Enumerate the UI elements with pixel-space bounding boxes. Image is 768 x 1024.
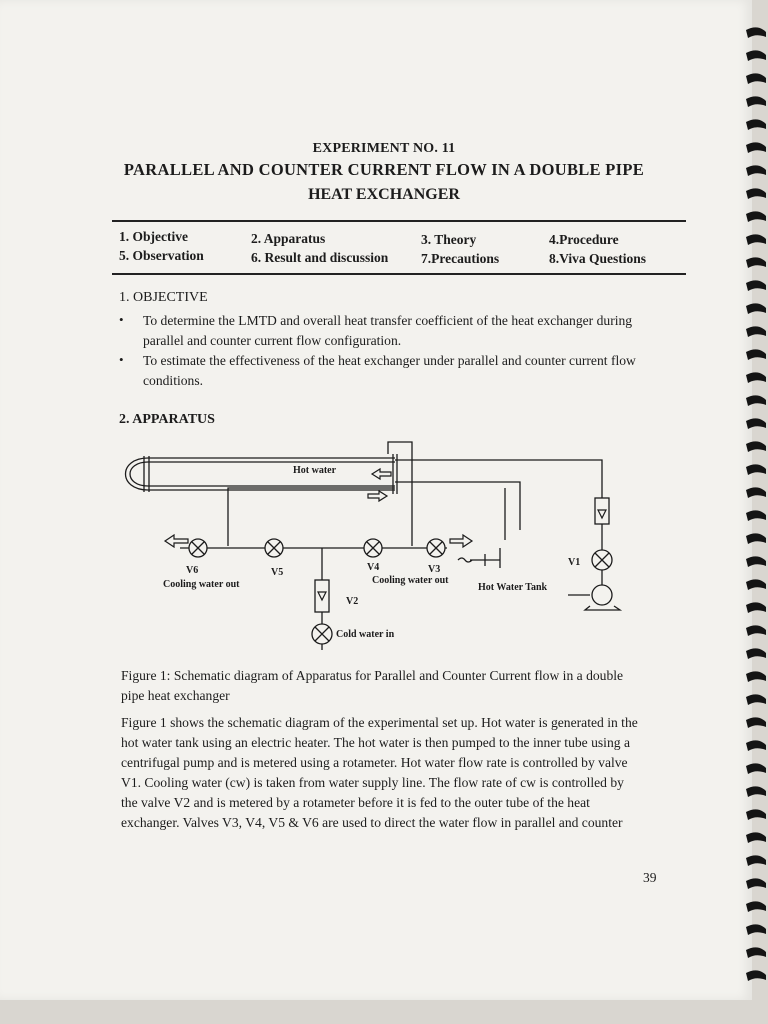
spiral-loop [746,50,766,61]
spiral-loop [746,602,766,613]
spiral-loop [746,786,766,797]
toc-item-objective: 1. Objective [119,229,188,244]
label-v5: V5 [271,567,284,578]
spiral-loop [746,832,766,843]
objective-2-line-1: To estimate the effectiveness of the heat exchanger under parallel and counter current flow [143,353,636,368]
spiral-loop [746,280,766,291]
valve-v1 [592,550,612,570]
spiral-loop [746,73,766,84]
spiral-loop [746,234,766,245]
spiral-loop [746,579,766,590]
toc-top-rule [112,220,686,222]
label-v4: V4 [367,562,380,573]
paragraph-line-1: Figure 1 shows the schematic diagram of the experimental set up. Hot water is generated in the [121,715,638,730]
spiral-loop [746,625,766,636]
arrow-return [368,491,387,501]
spiral-loop [746,395,766,406]
spiral-loop [746,717,766,728]
spiral-loop [746,878,766,889]
valve-v6 [189,539,207,557]
spiral-loop [746,556,766,567]
spiral-loop [746,142,766,153]
label-hot-water-tank: Hot Water Tank [478,582,548,593]
paragraph-line-4: V1. Cooling water (cw) is taken from water supply line. The flow rate of cw is controlled by [121,775,624,790]
spiral-loop [746,418,766,429]
toc-item-observation: 5. Observation [119,248,204,263]
spiral-loop [746,257,766,268]
spiral-loop [746,464,766,475]
spiral-loop [746,211,766,222]
objective-1-line-1: To determine the LMTD and overall heat transfer coefficient of the heat exchanger during [143,313,633,328]
label-hot-water: Hot water [293,465,337,476]
toc-bottom-rule [112,273,686,275]
bullet-2: • [119,352,124,367]
spiral-loop [746,901,766,912]
label-v6: V6 [186,565,199,576]
valve-v3 [427,539,445,557]
spiral-loop [746,165,766,176]
spiral-loop [746,533,766,544]
spiral-loop [746,188,766,199]
spiral-loop [746,740,766,751]
spiral-loop [746,326,766,337]
pump [592,585,612,605]
toc-item-apparatus: 2. Apparatus [251,231,326,246]
toc-item-theory: 3. Theory [421,232,477,247]
spiral-loop [746,671,766,682]
spiral-loop [746,303,766,314]
outer-tube [148,458,395,490]
toc-item-precautions: 7.Precautions [421,251,500,266]
spiral-loop [746,441,766,452]
spiral-loop [746,970,766,981]
spiral-loop [746,510,766,521]
spiral-loop [746,763,766,774]
label-v3: V3 [428,564,441,575]
heater [470,548,500,568]
arrow-outlet-right [450,535,472,547]
spiral-loop [746,119,766,130]
spiral-loop [746,694,766,705]
spiral-loop [746,372,766,383]
valve-v4 [364,539,382,557]
spiral-loop [746,96,766,107]
toc-item-result: 6. Result and discussion [251,250,389,265]
spiral-binding [744,20,768,1000]
paragraph-line-6: exchanger. Valves V3, V4, V5 & V6 are used to direct the water flow in parallel and counter [121,815,623,830]
objective-1-line-2: parallel and counter current flow configuration. [143,333,402,348]
spiral-loop [746,349,766,360]
label-v2: V2 [346,596,359,607]
paragraph-line-5: the valve V2 and is metered by a rotameter before it is fed to the outer tube of the heat [121,795,590,810]
spiral-loop [746,947,766,958]
objective-heading: 1. OBJECTIVE [119,290,208,305]
spiral-loop [746,855,766,866]
label-v1: V1 [568,557,581,568]
valve-v5 [265,539,283,557]
toc-item-procedure: 4.Procedure [549,232,619,247]
apparatus-schematic [0,430,700,650]
label-cooling-out-left: Cooling water out [163,579,240,590]
paragraph-line-2: hot water tank using an electric heater. The hot water is then pumped to the inner tube using a [121,735,630,750]
label-cooling-out-mid: Cooling water out [372,575,449,586]
toc-item-viva: 8.Viva Questions [549,251,647,266]
arrow-outlet-left [165,535,188,547]
spiral-loop [746,487,766,498]
figure-caption-line-1: Figure 1: Schematic diagram of Apparatus for Parallel and Counter Current flow in a double [121,668,624,683]
label-cold-water-in: Cold water in [336,629,395,640]
page-number: 39 [643,870,657,885]
apparatus-heading: 2. APPARATUS [119,412,215,427]
paragraph-line-3: centrifugal pump and is metered using a rotameter. Hot water flow rate is controlled by valve [121,755,628,770]
title-line-2: HEAT EXCHANGER [308,186,460,203]
spiral-loop [746,809,766,820]
experiment-number: EXPERIMENT NO. 11 [312,141,456,156]
valve-v2 [312,624,332,644]
spiral-loop [746,648,766,659]
bullet-1: • [119,312,124,327]
spiral-loop [746,27,766,38]
spiral-loop [746,924,766,935]
arrow-hot-water [372,469,391,479]
inner-tube [148,462,395,486]
figure-caption-line-2: pipe heat exchanger [121,688,230,703]
objective-2-line-2: conditions. [143,373,204,388]
title-line-1: PARALLEL AND COUNTER CURRENT FLOW IN A DOUBLE PIPE [123,160,645,179]
